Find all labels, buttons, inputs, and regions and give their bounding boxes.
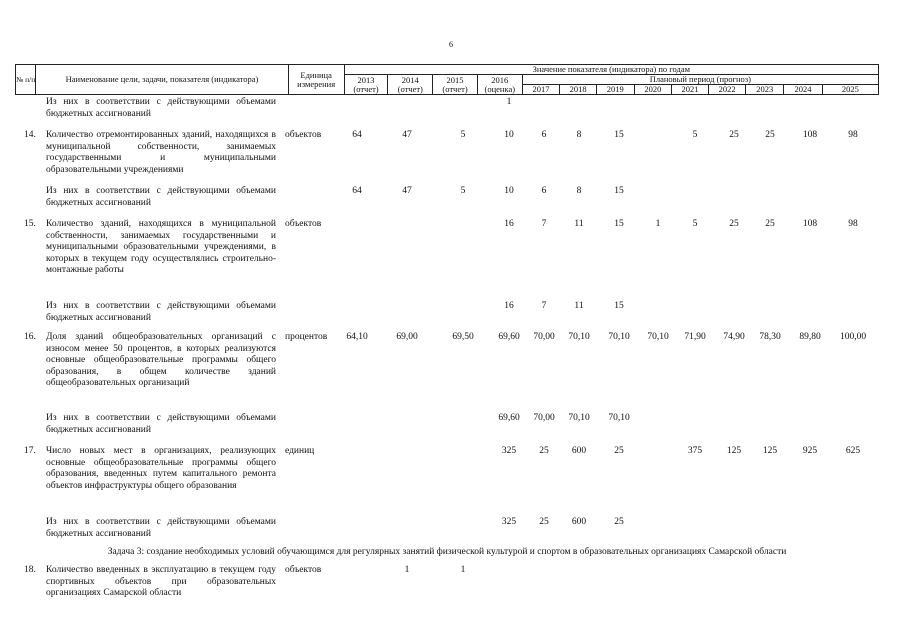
value-cell: 25 xyxy=(729,130,739,140)
row-number: 17. xyxy=(24,446,36,456)
value-cell: 600 xyxy=(571,446,587,456)
header-year-2014: 2014 (отчет) xyxy=(388,75,433,95)
value-cell: 16 xyxy=(504,219,514,229)
value-cell: 7 xyxy=(541,219,547,229)
value-cell: 15 xyxy=(614,130,624,140)
task-heading: Задача 3: создание необходимых условий обучающимся для регулярных занятий физической культурой и спортом в образовательных организациях Самарской области xyxy=(107,547,787,557)
value-cell: 25 xyxy=(539,517,549,527)
value-cell: 125 xyxy=(762,446,778,456)
header-year-2019: 2019 xyxy=(596,85,634,95)
value-cell: 25 xyxy=(765,219,775,229)
value-cell: 325 xyxy=(501,517,517,527)
value-cell: 100,00 xyxy=(839,332,867,342)
value-cell: 1 xyxy=(655,219,661,229)
indicator-name: Из них в соответствии с действующими объемами бюджетных ассигнований xyxy=(46,301,276,323)
value-cell: 325 xyxy=(501,446,517,456)
value-cell: 25 xyxy=(539,446,549,456)
value-cell: 16 xyxy=(504,301,514,311)
value-cell: 108 xyxy=(802,130,818,140)
value-cell: 1 xyxy=(460,565,466,575)
unit: объектов xyxy=(285,565,322,575)
header-year-2023: 2023 xyxy=(746,85,784,95)
value-cell: 74,90 xyxy=(723,332,745,342)
value-cell: 5 xyxy=(692,130,698,140)
header-values-title: Значение показателя (индикатора) по годам xyxy=(344,65,878,75)
value-cell: 47 xyxy=(402,186,412,196)
value-cell: 70,10 xyxy=(647,332,669,342)
row-number: 14. xyxy=(24,130,36,140)
header-plan-title: Плановый период (прогноз) xyxy=(522,75,878,85)
indicator-name: Количество зданий, находящихся в муниципальной собственности, занимаемых государственными и муниципальными образовательными учреждениями, в которых в текущем году осуществлялись строительно-монтажные работы xyxy=(46,219,276,275)
value-cell: 69,50 xyxy=(452,332,474,342)
value-cell: 70,10 xyxy=(568,332,590,342)
value-cell: 7 xyxy=(541,301,547,311)
indicator-name: Из них в соответствии с действующими объемами бюджетных ассигнований xyxy=(46,413,276,435)
indicator-name: Количество отремонтированных зданий, находящихся в муниципальной собственности, занимаемых государственными и муниципальными образовательными учреждениями xyxy=(46,130,276,175)
value-cell: 64 xyxy=(352,130,362,140)
value-cell: 15 xyxy=(614,219,624,229)
value-cell: 15 xyxy=(614,186,624,196)
value-cell: 10 xyxy=(504,130,514,140)
value-cell: 15 xyxy=(614,301,624,311)
header-num: № п/п xyxy=(16,65,36,95)
value-cell: 8 xyxy=(576,130,582,140)
value-cell: 70,10 xyxy=(608,413,630,423)
value-cell: 98 xyxy=(848,219,858,229)
value-cell: 64 xyxy=(352,186,362,196)
value-cell: 8 xyxy=(576,186,582,196)
indicator-name: Из них в соответствии с действующими объемами бюджетных ассигнований xyxy=(46,517,276,539)
value-cell: 6 xyxy=(541,130,547,140)
indicator-name: Доля зданий общеобразовательных организаций с износом менее 50 процентов, в которых реализуются основные общеобразовательные программы общего образования, в общем количестве зданий общеобразовательных организаций xyxy=(46,332,276,388)
value-cell: 70,10 xyxy=(608,332,630,342)
value-cell: 125 xyxy=(726,446,742,456)
value-cell: 10 xyxy=(504,186,514,196)
header-year-2025: 2025 xyxy=(822,85,878,95)
header-year-2016: 2016 (оценка) xyxy=(477,75,522,95)
value-cell: 11 xyxy=(574,219,584,229)
value-cell: 625 xyxy=(845,446,861,456)
indicator-name: Из них в соответствии с действующими объемами бюджетных ассигнований xyxy=(46,97,276,119)
value-cell: 64,10 xyxy=(346,332,368,342)
value-cell: 925 xyxy=(802,446,818,456)
value-cell: 47 xyxy=(402,130,412,140)
value-cell: 25 xyxy=(614,446,624,456)
value-cell: 6 xyxy=(541,186,547,196)
header-year-2021: 2021 xyxy=(672,85,709,95)
value-cell: 69,60 xyxy=(498,332,520,342)
value-cell: 1 xyxy=(506,97,512,107)
value-cell: 375 xyxy=(687,446,703,456)
row-number: 18. xyxy=(24,565,36,575)
value-cell: 1 xyxy=(404,565,410,575)
value-cell: 89,80 xyxy=(799,332,821,342)
indicator-name: Из них в соответствии с действующими объемами бюджетных ассигнований xyxy=(46,186,276,208)
value-cell: 71,90 xyxy=(684,332,706,342)
value-cell: 70,00 xyxy=(533,413,555,423)
header-year-2022: 2022 xyxy=(708,85,746,95)
header-year-2015: 2015 (отчет) xyxy=(433,75,478,95)
value-cell: 78,30 xyxy=(759,332,781,342)
value-cell: 70,10 xyxy=(568,413,590,423)
header-year-2018: 2018 xyxy=(560,85,597,95)
value-cell: 600 xyxy=(571,517,587,527)
value-cell: 69,00 xyxy=(396,332,418,342)
unit: объектов xyxy=(285,219,322,229)
value-cell: 5 xyxy=(692,219,698,229)
header-unit: Единица измерения xyxy=(288,65,344,95)
header-name: Наименование цели, задачи, показателя (индикатора) xyxy=(36,65,288,95)
row-number: 15. xyxy=(24,219,36,229)
header-year-2013: 2013 (отчет) xyxy=(344,75,388,95)
value-cell: 25 xyxy=(729,219,739,229)
unit: процентов xyxy=(285,332,328,342)
value-cell: 69,60 xyxy=(498,413,520,423)
value-cell: 25 xyxy=(765,130,775,140)
table-header xyxy=(15,64,879,95)
unit: единиц xyxy=(285,446,315,456)
row-number: 16. xyxy=(24,332,36,342)
value-cell: 25 xyxy=(614,517,624,527)
indicator-name: Число новых мест в организациях, реализующих основные общеобразовательные программы общего образования, введенных путем капитального ремонта объектов инфраструктуры общего образования xyxy=(46,446,276,491)
header-year-2020: 2020 xyxy=(634,85,672,95)
value-cell: 108 xyxy=(802,219,818,229)
indicator-name: Количество введенных в эксплуатацию в текущем году спортивных объектов при образовательных организациях Самарской области xyxy=(46,565,276,598)
value-cell: 5 xyxy=(460,186,466,196)
value-cell: 98 xyxy=(848,130,858,140)
value-cell: 11 xyxy=(574,301,584,311)
value-cell: 70,00 xyxy=(533,332,555,342)
header-year-2024: 2024 xyxy=(784,85,823,95)
unit: объектов xyxy=(285,130,322,140)
page-number: 6 xyxy=(449,40,453,49)
value-cell: 5 xyxy=(460,130,466,140)
header-year-2017: 2017 xyxy=(522,85,560,95)
